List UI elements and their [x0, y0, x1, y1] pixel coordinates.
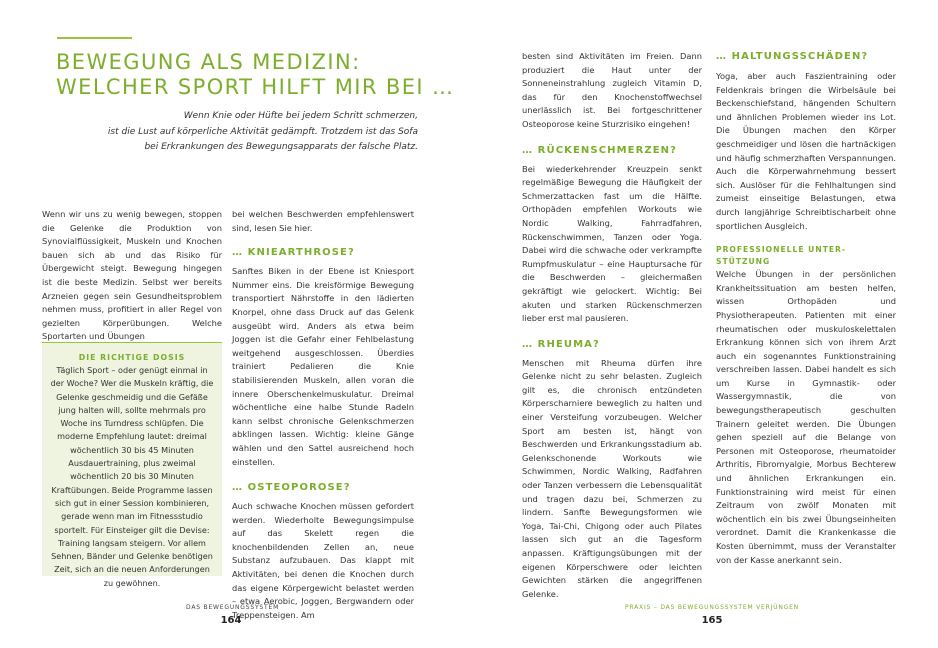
- left-column-2-intro: bei welchen Beschwerden empfehlenswert sind, lesen Sie hier.: [232, 209, 414, 233]
- intro-paragraph: [60, 109, 418, 156]
- heading-kniearthrose: … KNIEARTHROSE?: [232, 247, 355, 259]
- page-title-line-1: BEWEGUNG ALS MEDIZIN:: [56, 50, 361, 74]
- page-title-line-2: WELCHER SPORT HILFT MIR BEI …: [56, 75, 455, 99]
- heading-rheuma: … RHEUMA?: [522, 338, 600, 350]
- heading-rueckenschmerzen: … RÜCKENSCHMERZEN?: [522, 144, 678, 156]
- left-column-1: [42, 208, 222, 344]
- left-page-number: 164: [220, 615, 242, 626]
- right-page-number: 165: [701, 615, 723, 626]
- intro-line-1: Wenn Knie oder Hüfte bei jedem Schritt schmerzen,: [183, 111, 418, 121]
- intro-line-2: ist die Lust auf körperliche Aktivität gedämpft. Trotzdem ist das Sofa: [107, 126, 418, 137]
- intro-line-3: bei Erkrankungen des Bewegungsapparats der falsche Platz.: [144, 142, 418, 152]
- right-column-2: [716, 50, 896, 565]
- heading-osteoporose: … OSTEOPOROSE?: [232, 482, 351, 494]
- haltungsschaeden-text: Yoga, aber auch Faszientraining oder Feldenkrais bringen die Wirbelsäule bei Beckenschiefstand, hängenden Schultern und ähnlichen Problemen wieder ins Lot. Die Übungen machen den Körper geschmeidiger und lösen die hartnäckigen und häufig schmerzhaften Verspannungen. Auch die Körperwahrnehmung bessert sich. Auslöser für die Fehlhaltungen sind zumeist einseitige Belastungen, etwa durch langjährige Schreibtischarbeit ohne sportlichen Ausgleich.: [716, 71, 896, 231]
- right-column-1: [522, 50, 702, 599]
- kniearthrose-text: Sanftes Biken in der Ebene ist Kniesport Nummer eins. Die kreisförmige Bewegung transportiert Nährstoffe in den lädierten Knorpel, ohne dass Druck auf das Gelenk ausgeübt wird. Anders als etwa beim Joggen ist die Gefahr einer Fehlbelastung weitgehend ausgeschlossen. Überdies trainiert Pedalieren die Knie stabilisierenden Muskeln, allen voran die innere Oberschenkelmuskulatur. Dreimal wöchentliche eine halbe Stunde Radeln kann selbst chronische Gelenkschmerzen abklingen lassen. Wichtig: kleine Gänge wählen und den Sattel ausreichend hoch einstellen.: [232, 266, 414, 467]
- osteoporose-text: Auch schwache Knochen müssen gefordert werden. Wiederholte Bewegungsimpulse auf das Skelett regen die knochenbildenden Zellen an, neue Substanz aufzubauen. Das klappt mit Aktivitäten, bei denen die Knochen durch das eigene Körpergewicht belastet werden – etwa Aerobic, Joggen, Bergwandern oder Treppensteigen. Am: [232, 501, 414, 620]
- info-box-title: DIE RICHTIGE DOSIS: [78, 353, 186, 362]
- right-footer-label: PRAXIS – DAS BEWEGUNGSSYSTEM VERJÜNGEN: [625, 604, 799, 611]
- left-footer-label: DAS BEWEGUNGSSYSTEM: [186, 604, 280, 611]
- heading-haltungsschaeden: … HALTUNGSSCHÄDEN?: [716, 51, 869, 62]
- professionelle-unterstuetzung-text: Welche Übungen in der persönlichen Krankheitssituation am besten helfen, wissen Orthopäden und Physiotherapeuten. Patienten mit einer rheumatischen oder muskuloskelettalen Erkrankung können sich von ihrem Arzt auch ein sogenanntes Funktionstraining verschreiben lassen. Dabei handelt es sich um Kurse in Gymnastik- oder Wassergymnastik, die von bewegungstherapeutisch geschulten Trainern geleitet werden. Die Übungen gehen speziell auf die Belange von Personen mit Osteoporose, rheumatoider Arthritis, Fibromyalgie, Morbus Bechterew und ähnlichen Erkrankungen ein. Funktionstraining wird meist für einen Zeitraum von zwölf Monaten mit wöchentlich ein bis zwei Übungseinheiten verordnet. Damit die Krankenkasse die Kosten übernimmt, muss der Veranstalter von der Kasse anerkannt sein.: [716, 269, 896, 565]
- info-box-text: Täglich Sport – oder genügt einmal in der Woche? Wer die Muskeln kräftig, die Gelenke geschmeidig und die Gefäße jung halten will, sollte mehrmals pro Woche ins Turndress schlüpfen. Die moderne Empfehlung lautet: dreimal wöchentlich 30 bis 45 Minuten Ausdauertraining, plus zweimal wöchentlich 20 bis 30 Minuten Kraftübungen. Beide Programme lassen sich gut in einer Session kombinieren, gerade wenn man im Fitnessstudio sportelt. Für Einsteiger gilt die Devise: Training langsam steigern. Vor allem Sehnen, Bänder und Gelenke benötigen Zeit, sich an die neuen Anforderungen zu gewöhnen.: [50, 365, 214, 588]
- title-accent-rule: [57, 37, 132, 39]
- right-footer: [612, 604, 812, 626]
- rueckenschmerzen-text: Bei wiederkehrender Kreuzpein senkt regelmäßige Bewegung die Häufigkeit der Schmerzattacken fast um die Hälfte. Orthopäden empfehlen Workouts wie Nordic Walking, Fahrradfahren, Rückenschwimmen, Tanzen oder Yoga. Dabei wird die schwache oder verkrampfte Rumpfmuskulatur – eine Hauptursache für die Beschwerden – gleichermaßen gekräftigt wie gelockert. Wichtig: Bei akuten und starken Rückenschmerzen lieber erst mal pausieren.: [522, 163, 702, 324]
- left-column-1-text: Wenn wir uns zu wenig bewegen, stoppen die Gelenke die Produktion von Synovialflüssigkeit, Muskeln und Knochen bauen sich ab und das Risiko für Übergewicht steigt. Bewegung hingegen ist die beste Medizin. Selbst wer bereits Arzneien gegen sein Gesundheitsproblem nehmen muss, profitiert in aller Regel von gezielten Körperübungen. Welche Sportarten und Übungen: [42, 209, 222, 342]
- page-title: [56, 50, 455, 100]
- osteoporose-continued-text: besten sind Aktivitäten im Freien. Dann produziert die Haut unter der Sonneneinstrahlung zugleich Vitamin D, das für den Knochenstoffwechsel unerlässlich ist. Bei fortgeschrittener Osteoporose keine Sturzrisiko eingehen!: [522, 51, 702, 129]
- heading-professionelle-unterstuetzung-line-2: STÜTZUNG: [716, 257, 771, 267]
- left-footer: [186, 604, 280, 626]
- heading-professionelle-unterstuetzung-line-1: PROFESSIONELLE UNTER-: [716, 245, 847, 255]
- info-box-dosis: [42, 342, 222, 588]
- rheuma-text: Menschen mit Rheuma dürfen ihre Gelenke nicht zu sehr belasten. Zugleich gilt es, die chronisch entzündeten Körperscharniere beweglich zu halten und einer Versteifung vorzubeugen. Welcher Sport am besten ist, hängt von Beschwerden und Erkrankungsstadium ab. Gelenkschonende Workouts wie Schwimmen, Nordic Walking, Radfahren oder Tanzen verbessern die Lebensqualität und tragen dazu bei, Schmerzen zu lindern. Sanfte Bewegungsformen wie Yoga, Tai-Chi, Chigong oder auch Pilates lassen sich gut an die Tagesform anpassen. Kräftigungsübungen mit der eigenen Körperschwere oder leichten Gewichten stärken die angegriffenen Gelenke.: [522, 357, 702, 599]
